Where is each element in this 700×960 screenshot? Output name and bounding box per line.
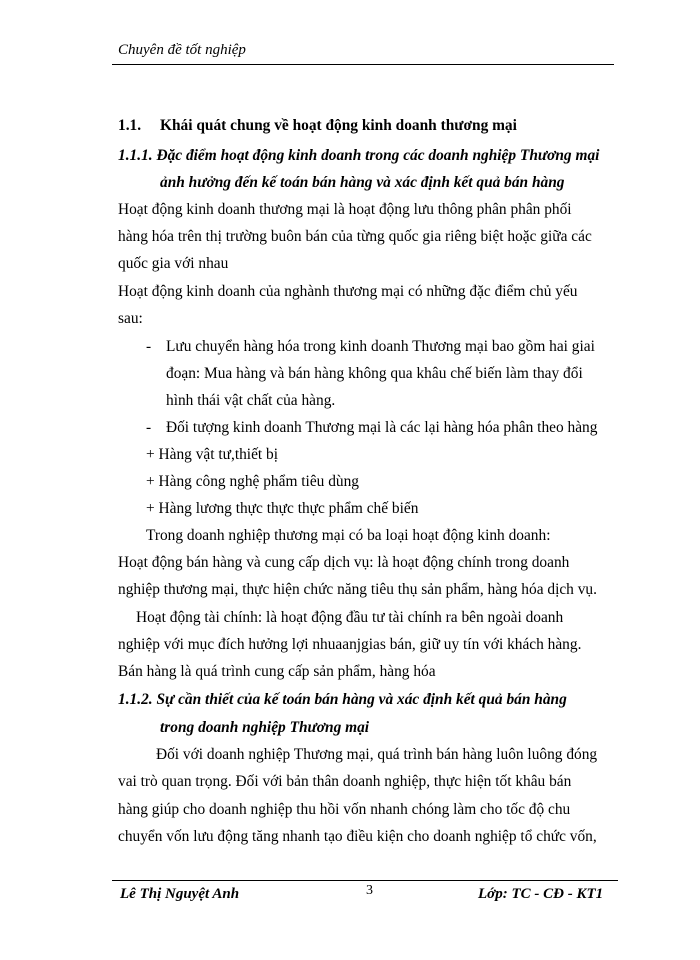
footer-author: Lê Thị Nguyệt Anh: [120, 886, 240, 902]
section-1-1-1-heading-line1: [118, 146, 632, 166]
running-header-title: Chuyên đề tốt nghiệp: [118, 42, 246, 58]
page-number: 3: [366, 883, 373, 898]
section-1-1-2-heading-line2: trong doanh nghiệp Thương mại: [160, 719, 370, 736]
p1-line1: Hoạt động kinh doanh thương mại là hoạt động lưu thông phân phân phối: [118, 201, 572, 218]
p6-line2: vai trò quan trọng. Đối với bản thân doanh nghiệp, thực hiện tốt khâu bán: [118, 773, 572, 790]
section-1-1-title: Khái quát chung về hoạt động kinh doanh thương mại: [160, 117, 517, 134]
section-1-1-2-heading-line1: 1.1.2. Sự cần thiết của kế toán bán hàng và xác định kết quả bán hàng: [118, 691, 567, 708]
p3-line1: Trong doanh nghiệp thương mại có ba loại hoạt động kinh doanh:: [146, 527, 551, 544]
p1-line3: quốc gia với nhau: [118, 255, 229, 272]
section-1-1-number: 1.1.: [118, 117, 142, 134]
header-divider: [112, 64, 614, 65]
p4-line1: Hoạt động bán hàng và cung cấp dịch vụ: là hoạt động chính trong doanh: [118, 554, 570, 571]
section-1-1-1-heading-line2: ảnh hưởng đến kế toán bán hàng và xác định kết quả bán hàng: [160, 174, 565, 191]
p6-line4: chuyển vốn lưu động tăng nhanh tạo điều kiện cho doanh nghiệp tổ chức vốn,: [118, 828, 597, 845]
bullet1-dash: -: [146, 338, 152, 355]
bullet2-dash: -: [146, 419, 152, 436]
bullet1-line2: đoạn: Mua hàng và bán hàng không qua khâu chế biến làm thay đổi: [166, 365, 583, 382]
bullet1-line3: hình thái vật chất của hàng.: [166, 392, 336, 409]
p2-line1: Hoạt động kinh doanh của nghành thương mại có những đặc điểm chủ yếu: [118, 283, 578, 300]
p5-line1: Hoạt động tài chính: là hoạt động đầu tư tài chính ra bên ngoài doanh: [136, 609, 564, 626]
section-1-1-1-heading-text1: 1.1.1. Đặc điểm hoạt động kinh doanh trong các doanh nghiệp Thương mại: [118, 147, 600, 164]
plus-item-3: + Hàng lương thực thực thực phẩm chế biến: [146, 500, 419, 517]
p4-line2: nghiệp thương mại, thực hiện chức năng tiêu thụ sản phẩm, hàng hóa dịch vụ.: [118, 581, 597, 598]
p6-line1: Đối với doanh nghiệp Thương mại, quá trình bán hàng luôn luông đóng: [156, 746, 598, 763]
p1-line2: hàng hóa trên thị trường buôn bán của từng quốc gia riêng biệt hoặc giữa các: [118, 228, 592, 245]
p5-line3: Bán hàng là quá trình cung cấp sản phẩm, hàng hóa: [118, 663, 436, 680]
bullet2-line1: Đối tượng kinh doanh Thương mại là các lại hàng hóa phân theo hàng: [166, 419, 598, 436]
p6-line3: hàng giúp cho doanh nghiệp thu hồi vốn nhanh chóng làm cho tốc độ chu: [118, 801, 571, 818]
footer-class-label: Lớp: TC - CĐ - KT1: [478, 886, 604, 902]
bullet1-line1: Lưu chuyển hàng hóa trong kinh doanh Thương mại bao gồm hai giai: [166, 338, 595, 355]
footer-divider: [112, 880, 618, 881]
p5-line2: nghiệp với mục đích hưởng lợi nhuaanjgias bán, giữ uy tín với khách hàng.: [118, 636, 582, 653]
plus-item-1: + Hàng vật tư,thiết bị: [146, 446, 279, 463]
p2-line2: sau:: [118, 310, 143, 327]
plus-item-2: + Hàng công nghệ phẩm tiêu dùng: [146, 473, 359, 490]
